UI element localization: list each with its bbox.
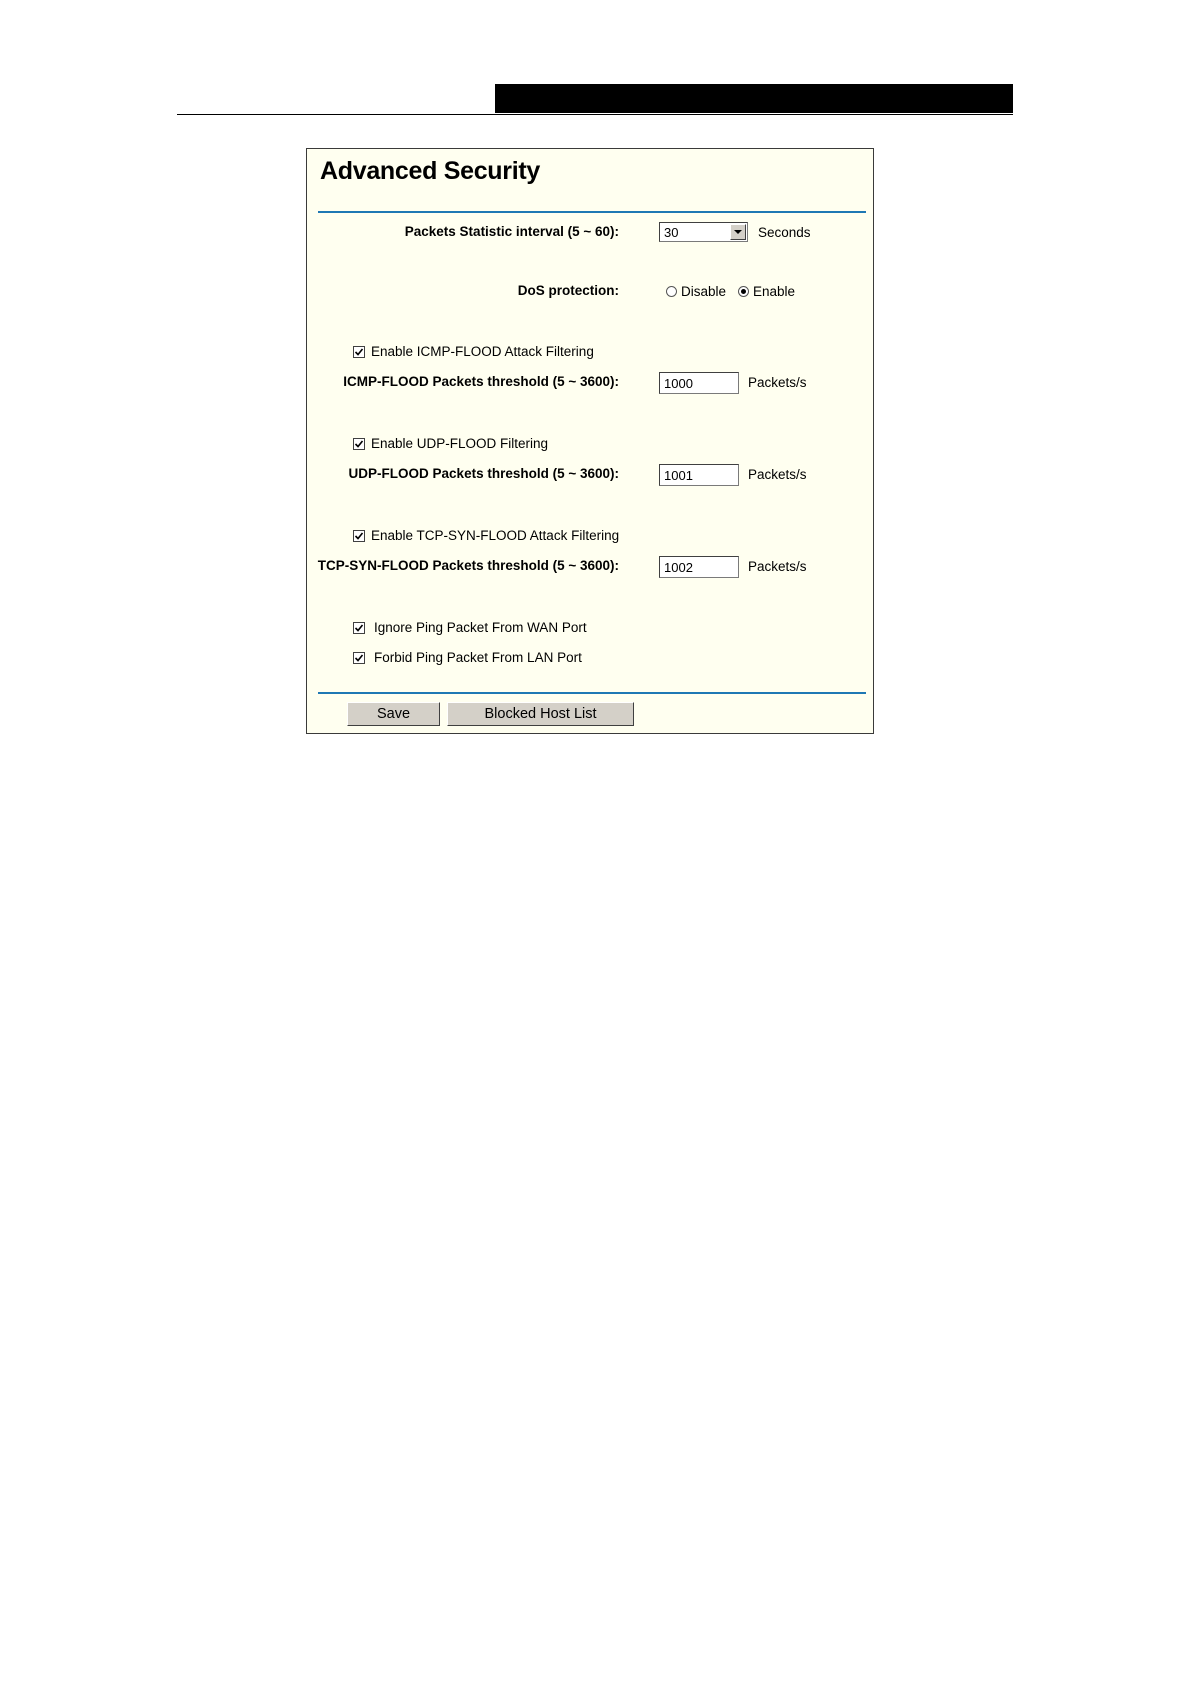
checkmark-icon bbox=[354, 531, 364, 541]
checkmark-icon bbox=[354, 653, 364, 663]
dos-disable-radio[interactable] bbox=[666, 286, 677, 297]
packets-statistic-value: 30 bbox=[664, 225, 679, 240]
blocked-host-list-button[interactable]: Blocked Host List bbox=[447, 702, 634, 726]
icmp-flood-checkbox[interactable] bbox=[353, 346, 365, 358]
tcp-syn-flood-checkbox-label: Enable TCP-SYN-FLOOD Attack Filtering bbox=[371, 528, 620, 543]
checkmark-icon bbox=[354, 439, 364, 449]
icmp-threshold-unit: Packets/s bbox=[748, 375, 807, 390]
udp-threshold-input[interactable] bbox=[659, 464, 739, 486]
dos-disable-label: Disable bbox=[681, 284, 727, 299]
footer-divider bbox=[318, 692, 866, 694]
icmp-threshold-label: ICMP-FLOOD Packets threshold (5 ~ 3600): bbox=[343, 374, 619, 389]
advanced-security-panel bbox=[306, 148, 874, 734]
forbid-lan-ping-label: Forbid Ping Packet From LAN Port bbox=[374, 650, 582, 665]
dos-enable-radio[interactable] bbox=[738, 286, 749, 297]
ignore-wan-ping-checkbox[interactable] bbox=[353, 622, 365, 634]
packets-statistic-unit: Seconds bbox=[758, 225, 811, 240]
tcp-syn-threshold-label: TCP-SYN-FLOOD Packets threshold (5 ~ 3600): bbox=[317, 558, 619, 573]
udp-flood-checkbox-label: Enable UDP-FLOOD Filtering bbox=[371, 436, 549, 451]
chevron-down-icon[interactable] bbox=[730, 224, 746, 240]
title-divider bbox=[318, 211, 866, 213]
ignore-wan-ping-label: Ignore Ping Packet From WAN Port bbox=[374, 620, 587, 635]
tcp-syn-threshold-input[interactable] bbox=[659, 556, 739, 578]
packets-statistic-label: Packets Statistic interval (5 ~ 60): bbox=[404, 224, 619, 239]
page-title: Advanced Security bbox=[320, 157, 540, 185]
packets-statistic-select[interactable] bbox=[659, 222, 748, 242]
tcp-syn-threshold-unit: Packets/s bbox=[748, 559, 807, 574]
udp-flood-checkbox[interactable] bbox=[353, 438, 365, 450]
icmp-flood-checkbox-label: Enable ICMP-FLOOD Attack Filtering bbox=[371, 344, 594, 359]
tcp-syn-flood-checkbox[interactable] bbox=[353, 530, 365, 542]
dos-enable-label: Enable bbox=[753, 284, 796, 299]
forbid-lan-ping-checkbox[interactable] bbox=[353, 652, 365, 664]
save-button[interactable]: Save bbox=[347, 702, 440, 726]
udp-threshold-label: UDP-FLOOD Packets threshold (5 ~ 3600): bbox=[348, 466, 619, 481]
checkmark-icon bbox=[354, 623, 364, 633]
document-header-bar bbox=[495, 84, 1013, 113]
document-header-rule bbox=[177, 114, 1013, 115]
udp-threshold-unit: Packets/s bbox=[748, 467, 807, 482]
checkmark-icon bbox=[354, 347, 364, 357]
dos-protection-label: DoS protection: bbox=[517, 283, 619, 298]
icmp-threshold-input[interactable] bbox=[659, 372, 739, 394]
